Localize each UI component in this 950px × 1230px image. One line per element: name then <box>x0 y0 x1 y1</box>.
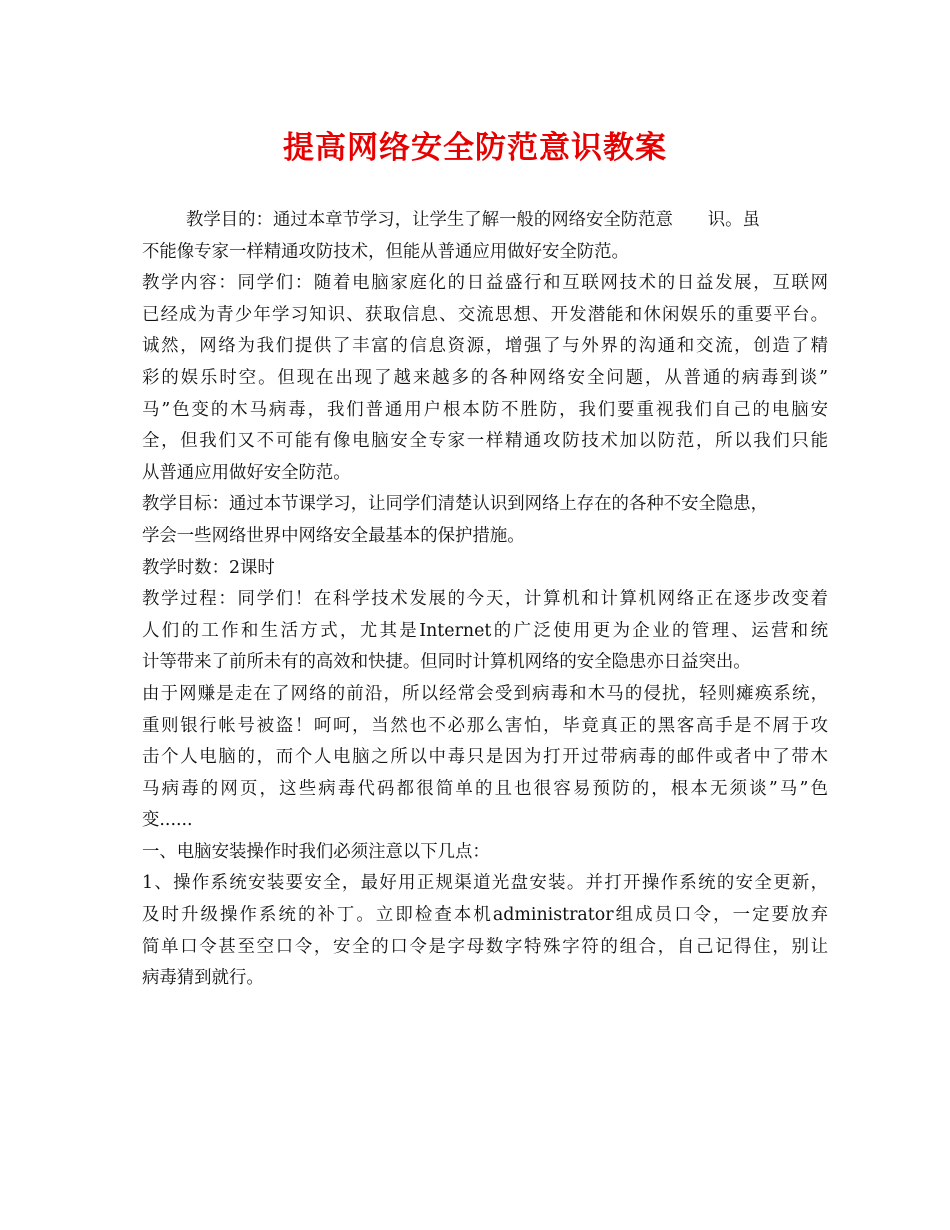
paragraph-line: 教学目的：通过本章节学习，让学生了解一般的网络安全防范意 识。虽 <box>186 210 760 230</box>
paragraph-line: 病毒猜到就行。 <box>142 968 264 989</box>
paragraph-line: 教学内容：同学们：随着电脑家庭化的日益盛行和互联网技术的日益发展，互联网 <box>142 273 828 294</box>
paragraph-line: 教学目标：通过本节课学习，让同学们清楚认识到网络上存在的各种不安全隐患， <box>142 494 769 515</box>
paragraph-line: 教学时数：2课时 <box>142 557 275 578</box>
paragraph-line: 简单口令甚至空口令，安全的口令是字母数字特殊字符的组合，自己记得住，别让 <box>142 936 828 957</box>
paragraph-line: 教学过程：同学们！在科学技术发展的今天，计算机和计算机网络正在逐步改变着 <box>142 589 828 610</box>
paragraph-line: 马病毒的网页，这些病毒代码都很简单的且也很容易预防的，根本无须谈”马”色 <box>142 778 828 799</box>
paragraph-line: 马”色变的木马病毒，我们普通用户根本防不胜防，我们要重视我们自己的电脑安 <box>142 399 828 420</box>
paragraph-line: 从普通应用做好安全防范。 <box>142 462 351 483</box>
paragraph-line: 一、电脑安装操作时我们必须注意以下几点： <box>142 841 490 862</box>
paragraph-line: 及时升级操作系统的补丁。立即检查本机administrator组成员口令，一定要放弃 <box>142 905 828 926</box>
paragraph-line: 计等带来了前所未有的高效和快捷。但同时计算机网络的安全隐患亦日益突出。 <box>142 652 751 673</box>
paragraph-line: 不能像专家一样精通攻防技术，但能从普通应用做好安全防范。 <box>142 241 629 262</box>
paragraph-line: 1、操作系统安装要安全，最好用正规渠道光盘安装。并打开操作系统的安全更新， <box>142 873 828 894</box>
paragraph-line: 学会一些网络世界中网络安全最基本的保护措施。 <box>142 525 525 546</box>
paragraph-line: 诚然，网络为我们提供了丰富的信息资源，增强了与外界的沟通和交流，创造了精 <box>142 336 828 357</box>
document-title: 提高网络安全防范意识教案 <box>283 130 667 166</box>
paragraph-line: 已经成为青少年学习知识、获取信息、交流思想、开发潜能和休闲娱乐的重要平台。 <box>142 304 828 325</box>
paragraph-line: 重则银行帐号被盗！呵呵，当然也不必那么害怕，毕竟真正的黑客高手是不屑于攻 <box>142 715 828 736</box>
document-body <box>142 205 828 995</box>
paragraph-line: 变...... <box>142 810 193 831</box>
paragraph-line: 由于网赚是走在了网络的前沿，所以经常会受到病毒和木马的侵扰，轻则瘫痪系统， <box>142 683 828 704</box>
paragraph-line: 人们的工作和生活方式，尤其是Internet的广泛使用更为企业的管理、运营和统 <box>142 620 828 641</box>
paragraph-line: 全，但我们又不可能有像电脑安全专家一样精通攻防技术加以防范，所以我们只能 <box>142 431 828 452</box>
paragraph-line: 彩的娱乐时空。但现在出现了越来越多的各种网络安全问题，从普通的病毒到谈” <box>142 367 828 388</box>
paragraph-line: 击个人电脑的，而个人电脑之所以中毒只是因为打开过带病毒的邮件或者中了带木 <box>142 747 828 768</box>
